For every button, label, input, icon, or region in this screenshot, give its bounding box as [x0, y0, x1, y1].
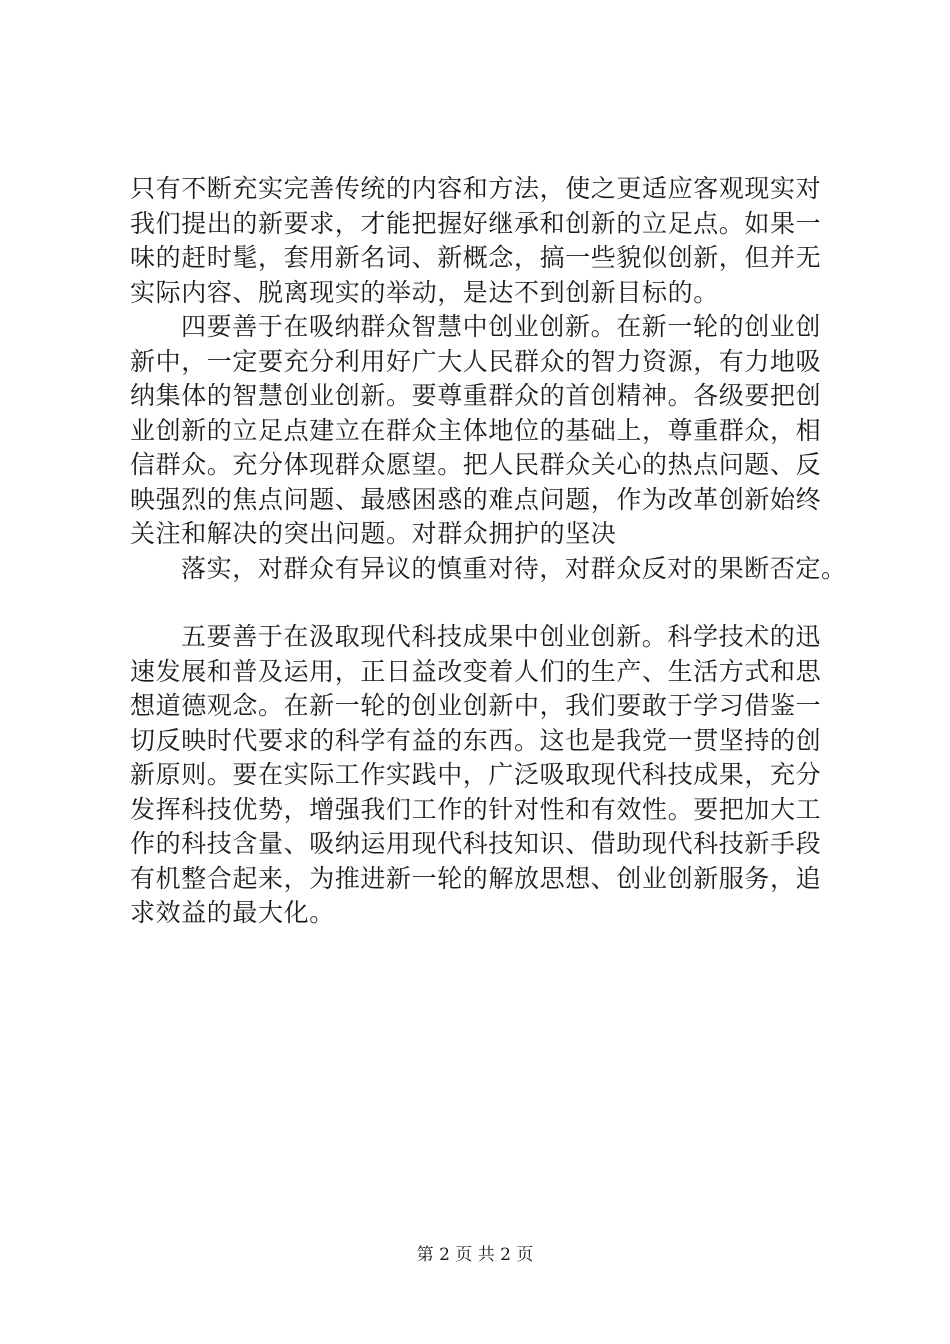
paragraph-4-line-9: 求效益的最大化。 — [130, 898, 335, 927]
paragraph-gap — [130, 586, 870, 620]
paragraph-1-line-2: 我们提出的新要求，才能把握好继承和创新的立足点。如果一 — [130, 208, 822, 238]
paragraph-1-line-1: 只有不断充实完善传统的内容和方法，使之更适应客观现实对 — [130, 174, 822, 203]
paragraph-4-line-7: 作的科技含量、吸纳运用现代科技知识、借助现代科技新手段 — [130, 829, 822, 858]
paragraph-1-line-4: 实际内容、脱离现实的举动，是达不到创新目标的。 — [130, 277, 719, 307]
paragraph-1-line-3: 味的赶时髦，套用新名词、新概念，搞一些貌似创新，但并无 — [130, 243, 822, 272]
paragraph-2-line-5: 信群众。充分体现群众愿望。把人民群众关心的热点问题、反 — [130, 450, 822, 479]
paragraph-4-line-6: 发挥科技优势，增强我们工作的针对性和有效性。要把加大工 — [130, 794, 822, 824]
paragraph-2-line-4: 业创新的立足点建立在群众主体地位的基础上，尊重群众，相 — [130, 415, 822, 445]
paragraph-4-line-8: 有机整合起来，为推进新一轮的解放思想、创业创新服务，追 — [130, 863, 822, 893]
paragraph-4-line-3: 想道德观念。在新一轮的创业创新中，我们要敢于学习借鉴一 — [130, 691, 822, 720]
paragraph-2-line-1: 四要善于在吸纳群众智慧中创业创新。在新一轮的创业创 — [181, 312, 822, 341]
paragraph-2-line-3: 纳集体的智慧创业创新。要尊重群众的首创精神。各级要把创 — [130, 381, 822, 410]
paragraph-4-line-5: 新原则。要在实际工作实践中，广泛吸取现代科技成果，充分 — [130, 760, 822, 789]
paragraph-4-line-1: 五要善于在汲取现代科技成果中创业创新。科学技术的迅 — [181, 622, 822, 651]
paragraph-4-line-2: 速发展和普及运用，正日益改变着人们的生产、生活方式和思 — [130, 656, 822, 686]
body-text — [130, 172, 870, 931]
paragraph-2-line-2: 新中，一定要充分利用好广大人民群众的智力资源，有力地吸 — [130, 346, 822, 376]
paragraph-3-line-1: 落实，对群众有异议的慎重对待，对群众反对的果断否定。 — [181, 553, 847, 583]
paragraph-2-line-6: 映强烈的焦点问题、最感困惑的难点问题，作为改革创新始终 — [130, 484, 822, 514]
paragraph-2-line-7: 关注和解决的突出问题。对群众拥护的坚决 — [130, 519, 617, 548]
paragraph-4-line-4: 切反映时代要求的科学有益的东西。这也是我党一贯坚持的创 — [130, 725, 822, 755]
page-number-footer: 第 2 页 共 2 页 — [416, 1245, 534, 1265]
